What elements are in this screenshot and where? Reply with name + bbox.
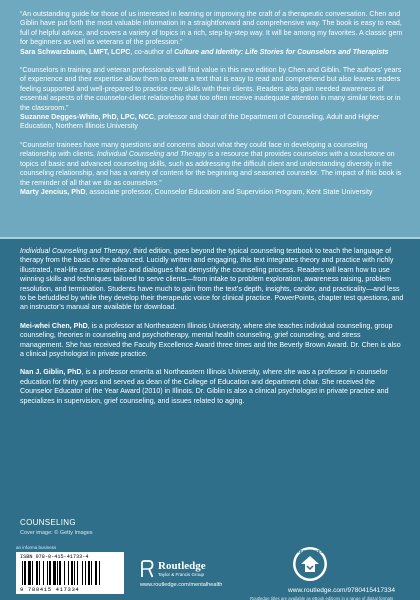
book-description: [20, 247, 404, 313]
publisher-name: Routledge: [158, 560, 206, 572]
resources-badge-icon: [288, 544, 332, 588]
imprint-label: an informa business: [16, 545, 57, 550]
ebook-note: Routledge titles are available as eBook editions in a range of digital formats: [250, 596, 394, 600]
isbn-barcode: [16, 552, 124, 594]
isbn-text: ISBN 978-0-415-41733-4: [20, 554, 89, 560]
endorsement-quote: “An outstanding guide for those of us interested in learning or improving the craft of a therapeutic conversation. Chen and Giblin have put forth the most valuable information in a straightforward and comprehensive way. The book is easy to read, full of helpful advice, and covers a variety of topics in a rich, step-by-step way. It will be among my favorites. A classic gem for beginners as well as veterans of the profession.”: [20, 10, 403, 47]
author-bio-1: [20, 322, 404, 360]
resources-url: www.routledge.com/9780415417334: [288, 587, 396, 594]
endorsement-quote-title: Individual Counseling and Therapy: [96, 150, 207, 159]
endorser-name: Sara Schwarzbaum, LMFT, LCPC: [20, 47, 131, 56]
author-bio-text: , is a professor emerita at Northeastern Illinois University, where she was a professor in counselor education for thirty years and served as dean of the College of Education and department chair. She received the Counselor Educator of the Year Award (2010) in Illinois. Dr. Giblin is also a clinical psychologist in private practice and specializes in supervision, grief counseling, and issues related to aging.: [20, 368, 389, 405]
description-text: , third edition, goes beyond the typical counseling textbook to teach the language of therapy from the basic to the advanced. Lucidly written and engaging, this text integrates theory and practice with richly illustrated, real-life case examples and dialogues that demystify the counseling process. Readers will learn how to use winning skills and techniques tailored to serve clients—from intake to problem exploration, awareness raising, problem resolution, and termination. Students have much to gain from the text’s depth, insights, candor, and practicality—and less to be befuddled by while they develop their therapeutic voice for clinical practice. PowerPoints, chapter test questions, and an instructor’s manual are available for download.: [20, 247, 404, 312]
book-title: Individual Counseling and Therapy: [20, 247, 130, 255]
subject-category: COUNSELING: [20, 518, 76, 527]
publisher-subtitle: Taylor & Francis Group: [158, 572, 205, 577]
endorser-name: Suzanne Degges-White, PhD, LPC, NCC: [20, 113, 155, 122]
routledge-logo-icon: [140, 560, 154, 578]
author-name: Mei-whei Chen, PhD: [20, 321, 88, 330]
description-section: [0, 239, 420, 600]
endorsement-3: [20, 141, 404, 197]
isbn-number: 9 780415 417334: [20, 586, 80, 593]
endorser-role: , associate professor, Counselor Education and Supervision Program, Kent State University: [85, 187, 373, 196]
author-name: Nan J. Giblin, PhD: [20, 368, 82, 377]
endorsement-2: [20, 66, 404, 132]
endorsements-section: [0, 0, 420, 237]
endorsement-quote-start: “Counselor trainees have many questions and concerns about what they could face in developing a counseling relationship with clients.: [20, 140, 368, 159]
resources-label: RESOURCES: [296, 549, 324, 554]
publisher-url: www.routledge.com/mentalhealth: [140, 582, 223, 588]
endorsement-quote: “Counselors in training and veteran professionals will find value in this new edition by Chen and Giblin. The authors’ years of experience and their expertise allow them to create a text that is easy to read and comprehend but also leaves readers feeling supported and well-prepared to practice new skills with their clients. Readers also gain needed awareness of essential aspects of the counselor-client relationship that too often receive inadequate attention in many similar texts or in the classroom.”: [20, 66, 402, 112]
endorser-book-title: Culture and Identity: Life Stories for Counselors and Therapists: [174, 47, 389, 56]
endorser-role: , professor and chair of the Department of Counseling, Adult and Higher Education, Northern Illinois University: [20, 113, 380, 131]
endorser-name: Marty Jencius, PhD: [20, 187, 86, 196]
author-bio-2: [20, 368, 404, 406]
endorsement-quote-end: is a resource that provides counselors with a touchstone on topics of basic and advanced counseling skills, such as addressing the difficult client and understanding diversity in the counseling relationship, and has a variety of content for the beginning and seasoned counselor. The impact of this book is the reminder of all that we do as counselors.”: [20, 150, 402, 187]
endorsement-1: [20, 10, 404, 57]
cover-credit: Cover image: © Getty Images: [20, 530, 93, 536]
author-bio-text: , is a professor at Northeastern Illinois University, where she teaches individual counseling, group counseling, theories in counseling and psychotherapy, mental health counseling, grief counseling, and stress management. She has received the Faculty Excellence Award three times and the Beverly Brown Award. Dr. Chen is also a clinical psychologist in private practice.: [20, 321, 401, 359]
endorser-role: , co-author of: [130, 47, 175, 56]
barcode-icon: [22, 561, 118, 585]
